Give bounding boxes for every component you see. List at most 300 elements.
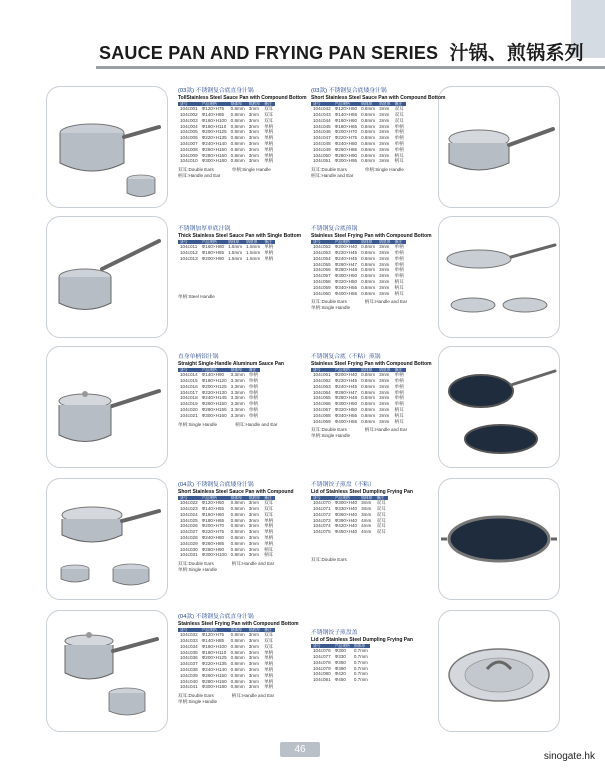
- table-cell: 104c038: [180, 667, 198, 673]
- table-cell: 104c017: [180, 389, 198, 395]
- table-cell: Φ260×H150: [201, 146, 227, 152]
- table-cell: Φ120×H50: [334, 106, 358, 112]
- block-title-cn: (04款) 不锈钢复合底矮身汁锅: [178, 482, 254, 488]
- table-cell: 单柄: [394, 250, 404, 256]
- table-header-cell: 备注: [262, 240, 275, 244]
- table-header-cell: 锅体厚: [359, 240, 377, 244]
- table-row: [311, 529, 388, 535]
- table-header-cell: 货号: [178, 102, 200, 106]
- table-cell: 0.8mm: [361, 146, 376, 152]
- table-cell: 104c030: [180, 546, 198, 552]
- table-cell: 双耳: [376, 511, 386, 517]
- table-cell: 3mm: [248, 106, 259, 112]
- table-cell: Φ220×H135: [201, 135, 227, 141]
- table-cell: 104c041: [180, 684, 198, 690]
- footnote: 柄耳:Handle and Ear: [235, 421, 278, 427]
- table-cell: 3mm: [248, 523, 259, 529]
- spec-table: [178, 628, 275, 690]
- table-cell: 3mm: [248, 529, 259, 535]
- table-cell: 0.7mm: [353, 677, 368, 683]
- table-cell: 单柄: [248, 395, 258, 401]
- table-cell: 4mm: [361, 517, 372, 523]
- table-cell: Φ200×H125: [201, 655, 227, 661]
- table-cell: 104c022: [180, 500, 198, 506]
- table-cell: 3mm: [379, 123, 390, 129]
- table-cell: 柄耳: [264, 552, 274, 558]
- table-row: [178, 256, 275, 262]
- table-cell: 0.8mm: [361, 250, 376, 256]
- table-cell: 0.8mm: [361, 123, 376, 129]
- table-cell: 104c075: [313, 529, 331, 535]
- table-cell: 0.8mm: [361, 284, 376, 290]
- table-cell: Φ320×H50: [334, 279, 358, 285]
- table-cell: 单柄: [264, 523, 274, 529]
- block-title-cn: (04款) 不锈钢复合底直身汁锅: [178, 614, 254, 620]
- footnote: 单柄:Single Handle: [231, 167, 271, 173]
- table-cell: 104c072: [313, 511, 331, 517]
- table-header-cell: 产品规格: [200, 496, 229, 500]
- footnote: 柄耳:Handle and Ear: [231, 693, 275, 699]
- table-cell: 104c055: [313, 261, 331, 267]
- table-cell: Φ330×H40: [334, 506, 358, 512]
- table-cell: 3mm: [248, 135, 259, 141]
- table-cell: 104c032: [180, 632, 198, 638]
- table-header-cell: 产品规格: [333, 496, 359, 500]
- table-cell: 柄耳: [394, 412, 404, 418]
- table-cell: Φ160×H60: [334, 117, 358, 123]
- table-row: [311, 512, 388, 518]
- spec-table: [311, 368, 406, 424]
- table-cell: 3mm: [379, 261, 390, 267]
- table-cell: 3mm: [379, 389, 390, 395]
- table-cell: 双耳: [394, 106, 404, 112]
- table-cell: Φ180×H110: [201, 123, 227, 129]
- spec-block-8: [311, 482, 413, 563]
- table-cell: 单柄: [264, 684, 274, 690]
- table-cell: 4mm: [361, 523, 372, 529]
- table-cell: 104c064: [313, 389, 331, 395]
- table-cell: 单柄: [264, 661, 274, 667]
- table-cell: 3mm: [248, 146, 259, 152]
- table-cell: 单柄: [264, 655, 274, 661]
- table-cell: Φ300: [334, 648, 346, 654]
- table-cell: 单柄: [248, 372, 258, 378]
- table-cell: 0.8mm: [230, 517, 245, 523]
- table-cell: 3mm: [379, 378, 390, 384]
- table-cell: 0.8mm: [230, 500, 245, 506]
- table-cell: 单柄: [264, 529, 274, 535]
- table-cell: 104c081: [313, 677, 331, 683]
- title-rule: [96, 66, 605, 69]
- table-cell: Φ300×H160: [201, 412, 227, 418]
- table-header-cell: 产品规格: [334, 644, 350, 648]
- table-cell: 1.5mm: [228, 244, 243, 250]
- table-cell: Φ450×H40: [334, 529, 358, 535]
- table-row: [311, 660, 370, 666]
- table-cell: 双耳: [264, 112, 274, 118]
- block-title-en: TollStainless Steel Sauce Pan with Compound Bottom: [178, 95, 307, 101]
- table-cell: 104c004: [180, 123, 198, 129]
- table-cell: 0.8mm: [230, 146, 245, 152]
- product-photo-frying-pan: [438, 216, 560, 338]
- table-cell: Φ300×H50: [334, 273, 358, 279]
- table-cell: 104c036: [180, 655, 198, 661]
- table-cell: 0.8mm: [361, 407, 376, 413]
- table-cell: 单柄: [264, 540, 274, 546]
- table-cell: 0.8mm: [230, 141, 245, 147]
- table-cell: Φ360×H40: [334, 511, 358, 517]
- table-cell: 104c033: [180, 638, 198, 644]
- block-footnotes: [311, 557, 413, 563]
- table-row: [311, 158, 406, 164]
- table-header-cell: 产品规格: [200, 240, 226, 244]
- table-cell: 双耳: [394, 112, 404, 118]
- table-cell: 0.8mm: [361, 112, 376, 118]
- table-cell: 104c071: [313, 506, 331, 512]
- table-cell: 3mm: [248, 112, 259, 118]
- table-cell: 104c007: [180, 141, 198, 147]
- table-cell: 104c080: [313, 671, 331, 677]
- table-cell: 0.8mm: [230, 649, 245, 655]
- table-header-cell: 锅底厚: [379, 102, 391, 106]
- table-cell: 104c016: [180, 383, 198, 389]
- table-header-cell: 货号: [311, 240, 333, 244]
- table-row: [311, 677, 370, 683]
- table-cell: 3mm: [379, 255, 390, 261]
- block-footnotes: [178, 693, 299, 705]
- table-cell: 0.8mm: [361, 267, 376, 273]
- table-cell: Φ280×H90: [334, 152, 358, 158]
- table-cell: 双耳: [264, 643, 274, 649]
- table-cell: 104c060: [313, 290, 331, 296]
- table-cell: 单柄: [264, 244, 274, 250]
- table-cell: 柄耳: [394, 407, 404, 413]
- table-cell: 104c069: [313, 418, 331, 424]
- table-cell: 单柄: [394, 261, 404, 267]
- table-cell: Φ300×H180: [201, 684, 227, 690]
- table-cell: Φ240×H145: [201, 395, 227, 401]
- table-cell: Φ260×H85: [334, 146, 358, 152]
- table-cell: 104c046: [313, 129, 331, 135]
- table-cell: 104c049: [313, 146, 331, 152]
- table-cell: 104c047: [313, 135, 331, 141]
- table-cell: 0.8mm: [230, 643, 245, 649]
- table-row: [178, 413, 260, 419]
- table-header-cell: 备注: [393, 368, 406, 372]
- table-row: [178, 684, 275, 690]
- footnote: 双耳:Double Ears: [311, 557, 347, 563]
- table-cell: 0.8mm: [230, 152, 245, 158]
- table-cell: 104c023: [180, 506, 198, 512]
- table-cell: 0.7mm: [353, 654, 368, 660]
- footnote: 双耳:Double Ears: [311, 427, 347, 433]
- table-cell: 104c005: [180, 129, 198, 135]
- table-cell: 104c024: [180, 511, 198, 517]
- table-row: [178, 552, 275, 558]
- table-cell: Φ140×H90: [201, 372, 225, 378]
- footnote: 柄耳:Handle and Ear: [364, 299, 408, 305]
- table-cell: Φ300×H100: [201, 552, 227, 558]
- table-cell: 柄耳: [394, 158, 404, 164]
- table-cell: 104c042: [313, 106, 331, 112]
- table-cell: 3mm: [248, 123, 259, 129]
- table-header-cell: 锅底厚: [248, 496, 261, 500]
- table-cell: 104c012: [180, 250, 198, 256]
- table-cell: 104c054: [313, 255, 331, 261]
- table-cell: Φ200×H125: [201, 129, 227, 135]
- table-cell: 0.8mm: [230, 158, 245, 164]
- table-cell: 1.5mm: [228, 255, 243, 261]
- spec-table: [311, 644, 370, 683]
- table-cell: Φ140×H55: [334, 112, 358, 118]
- table-cell: 单柄: [264, 678, 274, 684]
- table-cell: 104c027: [180, 529, 198, 535]
- table-cell: 双耳: [264, 638, 274, 644]
- spec-table: [311, 240, 406, 296]
- table-cell: 104c056: [313, 267, 331, 273]
- table-cell: 3mm: [248, 672, 259, 678]
- table-cell: Φ360: [334, 659, 346, 665]
- table-header-cell: 产品规格: [333, 368, 359, 372]
- table-cell: 3mm: [379, 152, 390, 158]
- table-cell: Φ220×H135: [201, 661, 227, 667]
- table-header-cell: 锅底厚: [379, 368, 391, 372]
- product-photo-sauce-pan-tall: [46, 86, 168, 208]
- table-cell: 104c008: [180, 146, 198, 152]
- table-row: [311, 291, 406, 297]
- table-cell: 104c028: [180, 535, 198, 541]
- footnote: 单柄:Single Handle: [311, 433, 351, 439]
- table-header-cell: 产品规格: [200, 628, 229, 632]
- table-cell: 3mm: [379, 412, 390, 418]
- table-cell: 0.8mm: [230, 638, 245, 644]
- table-cell: 单柄: [264, 255, 274, 261]
- table-cell: 3.3mm: [230, 401, 245, 407]
- table-cell: 0.8mm: [361, 141, 376, 147]
- table-cell: 0.8mm: [361, 255, 376, 261]
- table-cell: Φ400×H55: [334, 418, 358, 424]
- table-cell: 104c074: [313, 523, 331, 529]
- footnote: 柄耳:Handle and Ear: [231, 561, 275, 567]
- table-cell: 单柄: [264, 123, 274, 129]
- table-cell: 3mm: [379, 106, 390, 112]
- table-cell: 单柄: [264, 535, 274, 541]
- table-cell: 0.8mm: [361, 279, 376, 285]
- block-title-en: Thick Stainless Steel Sauce Pan with Single Bottom: [178, 233, 302, 239]
- table-header-cell: 货号: [178, 628, 200, 632]
- block-footnotes: [311, 427, 432, 439]
- table-cell: 双耳: [264, 506, 274, 512]
- table-cell: 104c035: [180, 649, 198, 655]
- table-cell: 104c001: [180, 106, 198, 112]
- table-cell: 104c040: [180, 678, 198, 684]
- table-cell: 3mm: [379, 117, 390, 123]
- table-cell: 3mm: [379, 407, 390, 413]
- table-header-cell: 货号: [178, 368, 200, 372]
- table-cell: 0.8mm: [230, 661, 245, 667]
- table-cell: 3.3mm: [230, 395, 245, 401]
- table-cell: Φ280×H160: [201, 678, 227, 684]
- page-number: 46: [280, 742, 320, 757]
- table-cell: 0.7mm: [353, 671, 368, 677]
- table-cell: 0.8mm: [361, 106, 376, 112]
- table-cell: 单柄: [394, 135, 404, 141]
- table-cell: Φ260×H47: [334, 389, 358, 395]
- table-header-cell: 备注: [393, 102, 406, 106]
- block-title-en: Straight Single-Handle Aluminum Sauce Pan: [178, 361, 284, 367]
- table-cell: 3mm: [248, 506, 259, 512]
- table-header-cell: 货号: [311, 496, 333, 500]
- table-cell: 0.8mm: [361, 152, 376, 158]
- table-header-cell: 锅底厚: [379, 240, 391, 244]
- table-cell: 3mm: [248, 684, 259, 690]
- table-header-cell: 锅底厚: [248, 628, 261, 632]
- table-cell: 3mm: [248, 500, 259, 506]
- table-header-cell: 备注: [262, 102, 275, 106]
- table-cell: 双耳: [264, 117, 274, 123]
- table-cell: Φ400×H55: [334, 290, 358, 296]
- table-cell: 104c078: [313, 659, 331, 665]
- table-cell: 3mm: [379, 244, 390, 250]
- table-cell: 104c043: [313, 112, 331, 118]
- table-cell: Φ260×H85: [201, 540, 225, 546]
- table-cell: 0.8mm: [230, 667, 245, 673]
- table-cell: Φ240×H45: [334, 383, 358, 389]
- table-cell: 3mm: [379, 372, 390, 378]
- table-header-cell: 备注: [262, 628, 275, 632]
- table-cell: 104c053: [313, 250, 331, 256]
- table-cell: Φ240×H80: [201, 535, 225, 541]
- table-header-cell: 备注: [262, 496, 275, 500]
- table-cell: 104c039: [180, 672, 198, 678]
- table-cell: 104c013: [180, 255, 198, 261]
- table-cell: 双耳: [264, 511, 274, 517]
- block-title-cn: 不锈钢复合底（不粘）煎锅: [311, 354, 381, 360]
- table-cell: 1.5mm: [246, 250, 261, 256]
- table-cell: 104c019: [180, 401, 198, 407]
- table-cell: Φ260×H47: [334, 261, 358, 267]
- table-cell: 双耳: [264, 632, 274, 638]
- table-cell: Φ200×H40: [334, 372, 358, 378]
- table-cell: 0.8mm: [230, 632, 245, 638]
- table-cell: 单柄: [394, 123, 404, 129]
- table-cell: 0.8mm: [230, 678, 245, 684]
- table-cell: 0.8mm: [361, 383, 376, 389]
- table-row: [311, 419, 406, 425]
- table-cell: 104c066: [313, 401, 331, 407]
- table-cell: Φ120×H75: [201, 106, 225, 112]
- table-cell: 0.8mm: [230, 123, 245, 129]
- table-cell: Φ200×H125: [201, 383, 227, 389]
- table-cell: 3mm: [248, 535, 259, 541]
- table-cell: 双耳: [394, 117, 404, 123]
- block-title-en: Short Stainless Steel Sauce Pan with Compound: [178, 489, 294, 495]
- table-cell: 0.8mm: [361, 273, 376, 279]
- table-cell: 0.8mm: [361, 401, 376, 407]
- table-cell: 104c034: [180, 643, 198, 649]
- product-photo-dumpling-pan: [438, 478, 560, 600]
- table-cell: 单柄: [394, 146, 404, 152]
- table-cell: 3mm: [379, 418, 390, 424]
- table-cell: Φ180×H120: [201, 378, 227, 384]
- table-cell: 单柄: [394, 383, 404, 389]
- table-cell: Φ180×H65: [201, 517, 225, 523]
- table-cell: Φ200×H40: [334, 244, 358, 250]
- table-cell: 104c020: [180, 407, 198, 413]
- table-cell: 单柄: [394, 401, 404, 407]
- table-cell: 3mm: [379, 279, 390, 285]
- block-footnotes: [178, 422, 295, 428]
- table-cell: Φ140×H85: [201, 638, 225, 644]
- spec-block-3: [178, 226, 301, 299]
- table-cell: Φ300×H180: [201, 158, 227, 164]
- table-cell: 单柄: [394, 129, 404, 135]
- footnote: 双耳:Double Ears: [178, 561, 214, 567]
- table-cell: Φ160×H100: [201, 643, 227, 649]
- table-cell: Φ160×H60: [201, 511, 225, 517]
- table-cell: 104c062: [313, 378, 331, 384]
- spec-block-9: [178, 614, 299, 705]
- footnote: 双耳:Double Ears: [311, 167, 347, 173]
- table-cell: Φ240×H140: [201, 667, 227, 673]
- table-cell: Φ160×H100: [201, 117, 227, 123]
- block-title-cn: 不锈钢加厚单底汁锅: [178, 226, 231, 232]
- table-cell: Φ340×H55: [334, 284, 358, 290]
- table-cell: 104c052: [313, 244, 331, 250]
- table-cell: 单柄: [248, 383, 258, 389]
- footnote: 柄耳:Handle and Ear: [364, 427, 408, 433]
- table-cell: 104c051: [313, 158, 331, 164]
- footnote: 单柄:Single Handle: [178, 421, 218, 427]
- table-cell: 4mm: [361, 529, 372, 535]
- product-photo-short-sauce-pan: [46, 478, 168, 600]
- spec-table: [178, 368, 260, 419]
- table-cell: 0.8mm: [230, 529, 245, 535]
- table-cell: Φ280×H160: [201, 152, 227, 158]
- table-cell: Φ330: [334, 654, 346, 660]
- table-cell: 0.8mm: [361, 290, 376, 296]
- table-cell: 0.8mm: [230, 135, 245, 141]
- table-cell: 0.8mm: [230, 523, 245, 529]
- table-cell: Φ220×H45: [334, 378, 358, 384]
- table-header-cell: 货号: [311, 102, 333, 106]
- table-header-cell: 产品规格: [200, 368, 229, 372]
- table-cell: Φ140×H55: [201, 506, 225, 512]
- table-cell: 0.8mm: [361, 418, 376, 424]
- footnote: 单柄:Steel Handle: [178, 293, 215, 299]
- block-title-cn: (03款) 不锈钢复合底矮身汁锅: [311, 88, 387, 94]
- table-header-cell: 货号: [178, 496, 200, 500]
- table-cell: 3.3mm: [230, 412, 245, 418]
- table-cell: 0.8mm: [361, 129, 376, 135]
- table-cell: 104c044: [313, 117, 331, 123]
- spec-table: [311, 102, 406, 164]
- website-watermark: sinogate.hk: [543, 751, 595, 762]
- block-title-cn: (03款) 不锈钢复合底直身汁锅: [178, 88, 254, 94]
- table-cell: 双耳: [376, 506, 386, 512]
- table-cell: 3mm: [248, 158, 259, 164]
- spec-block-5: [178, 354, 295, 427]
- table-cell: 0.8mm: [361, 412, 376, 418]
- table-header-cell: 锅底厚: [244, 240, 262, 244]
- table-cell: Φ180×H85: [201, 250, 225, 256]
- table-cell: 3.3mm: [230, 378, 245, 384]
- block-footnotes: [311, 167, 445, 179]
- table-cell: 0.8mm: [361, 395, 376, 401]
- table-cell: 双耳: [264, 500, 274, 506]
- table-cell: 单柄: [264, 135, 274, 141]
- table-header-cell: 锅体厚: [361, 496, 373, 500]
